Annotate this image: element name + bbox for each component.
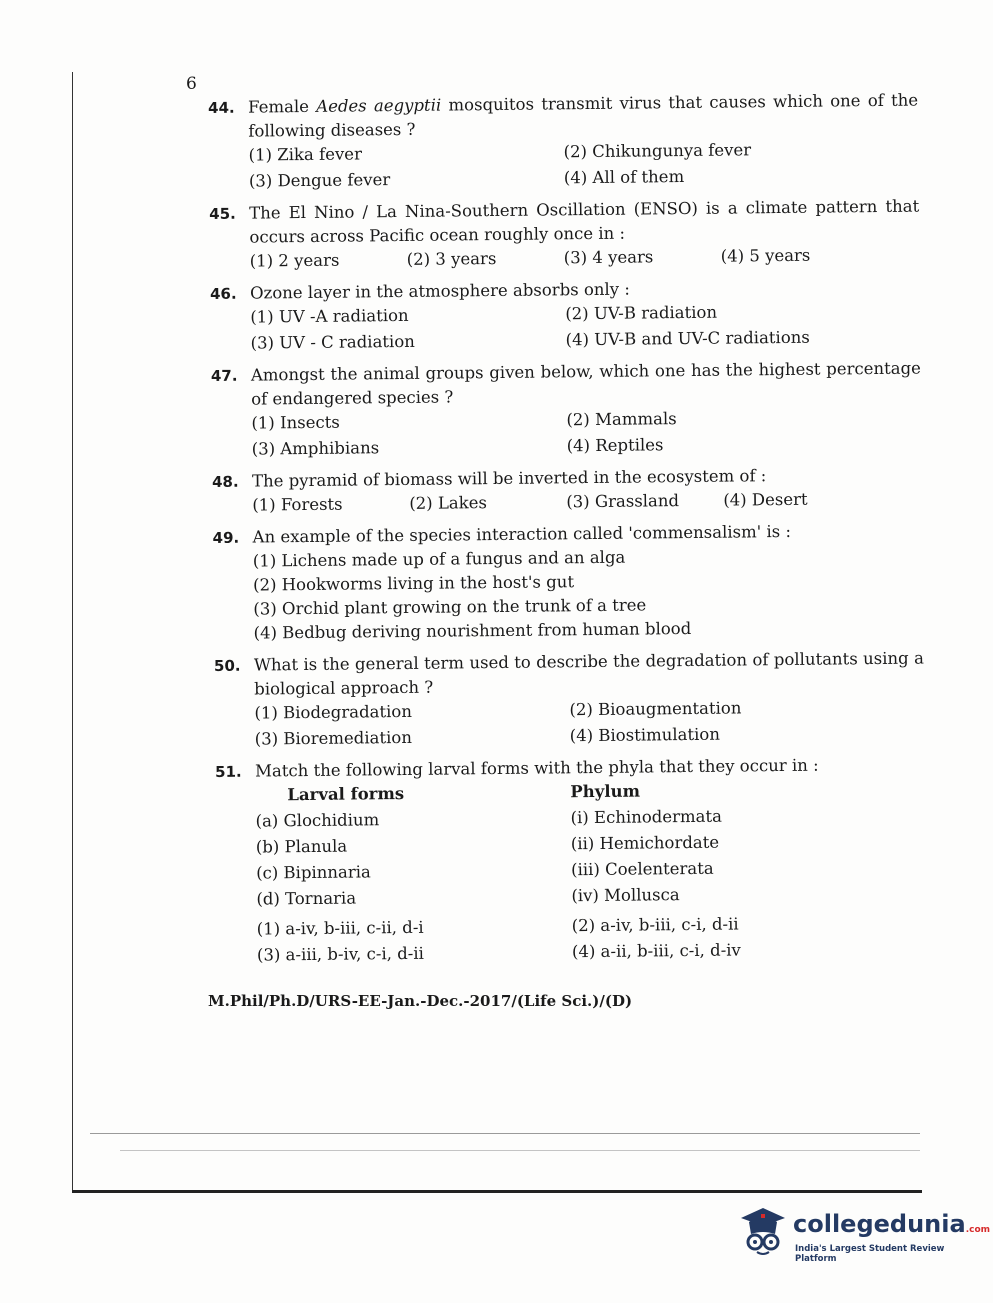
option: (1) a-iv, b-iii, c-ii, d-i xyxy=(256,917,424,939)
option: (1) Lichens made up of a fungus and an alga xyxy=(252,547,626,571)
larval-form-item: (a) Glochidium xyxy=(255,810,380,831)
options xyxy=(250,299,920,356)
divider-line xyxy=(90,1133,920,1134)
question-text: What is the general term used to describe the degradation of pollutants using a biological approach ? xyxy=(253,648,925,699)
option: (2) 3 years xyxy=(406,248,497,269)
logo-wordmark: collegedunia.com xyxy=(793,1210,991,1238)
option: (3) Bioremediation xyxy=(254,727,412,749)
option: (1) Biodegradation xyxy=(254,701,412,723)
option: (4) a-ii, b-iii, c-i, d-iv xyxy=(571,940,741,962)
page-bottom-edge xyxy=(72,1190,922,1193)
option: (2) Hookworms living in the host's gut xyxy=(253,572,575,595)
graduate-icon xyxy=(735,1204,791,1260)
phylum-item: (i) Echinodermata xyxy=(570,806,722,828)
options xyxy=(251,405,921,462)
option: (2) Chikungunya fever xyxy=(563,140,752,162)
collegedunia-logo[interactable] xyxy=(735,1204,991,1264)
question-text: Female Aedes aegyptii mosquitos transmit virus that causes which one of the following diseases ? xyxy=(248,90,919,141)
question-51 xyxy=(215,753,927,968)
phylum-item: (iv) Mollusca xyxy=(571,885,680,906)
option: (3) Amphibians xyxy=(251,438,380,459)
option: (3) Dengue fever xyxy=(248,170,391,191)
option: (4) Bedbug deriving nourishment from human blood xyxy=(253,618,692,643)
options xyxy=(249,137,919,194)
option: (3) Grassland xyxy=(566,491,680,512)
question-text: An example of the species interaction called 'commensalism' is : xyxy=(252,521,792,547)
option: (1) UV -A radiation xyxy=(250,305,409,327)
option: (2) UV-B radiation xyxy=(565,302,718,324)
option: (4) UV-B and UV-C radiations xyxy=(565,327,810,350)
question-text: Ozone layer in the atmosphere absorbs only : xyxy=(249,279,630,303)
options xyxy=(254,695,924,752)
option: (1) Zika fever xyxy=(248,144,363,165)
paper-code-footer: M.Phil/Ph.D/URS-EE-Jan.-Dec.-2017/(Life Sci.)/(D) xyxy=(208,992,633,1010)
option: (4) Reptiles xyxy=(566,435,664,456)
question-number: 46. xyxy=(209,284,237,303)
options xyxy=(257,911,927,968)
option: (4) Desert xyxy=(723,489,808,510)
options xyxy=(253,543,924,646)
question-50 xyxy=(214,647,925,752)
question-text: The El Nino / La Nina-Southern Oscillation (ENSO) is a climate pattern that occurs across Pacific ocean roughly once in : xyxy=(249,196,920,247)
question-45 xyxy=(209,195,920,274)
question-text: Amongst the animal groups given below, which one has the highest percentage of endangered species ? xyxy=(250,358,921,409)
option: (4) All of them xyxy=(563,167,685,188)
question-48 xyxy=(212,463,922,518)
logo-tagline: India's Largest Student Review Platform xyxy=(795,1244,945,1264)
option: (4) 5 years xyxy=(720,245,811,266)
question-49 xyxy=(213,519,924,646)
question-list xyxy=(208,89,927,976)
option: (1) Insects xyxy=(251,412,340,433)
option: (3) a-iii, b-iv, c-i, d-ii xyxy=(256,943,424,965)
question-number: 47. xyxy=(210,366,238,385)
option: (3) UV - C radiation xyxy=(250,331,415,353)
phylum-item: (ii) Hemichordate xyxy=(570,832,720,854)
option: (2) a-iv, b-iii, c-i, d-ii xyxy=(571,914,739,936)
larval-form-item: (c) Bipinnaria xyxy=(256,862,371,883)
question-number: 48. xyxy=(211,472,239,491)
page-number: 6 xyxy=(186,74,197,94)
phylum-item: (iii) Coelenterata xyxy=(571,858,714,880)
larval-form-item: (b) Planula xyxy=(255,836,348,857)
option: (3) 4 years xyxy=(563,247,654,268)
question-text: Match the following larval forms with the phyla that they occur in : xyxy=(254,755,819,781)
question-47 xyxy=(211,357,922,462)
option: (3) Orchid plant growing on the trunk of a tree xyxy=(253,595,647,619)
option: (2) Lakes xyxy=(409,493,488,513)
column-header-phylum: Phylum xyxy=(570,781,641,802)
match-table xyxy=(255,777,926,912)
option: (1) 2 years xyxy=(249,250,340,271)
question-number: 45. xyxy=(209,204,236,223)
option: (4) Biostimulation xyxy=(569,724,720,746)
question-text: The pyramid of biomass will be inverted in the ecosystem of : xyxy=(251,466,767,491)
option: (2) Mammals xyxy=(566,409,677,430)
larval-form-item: (d) Tornaria xyxy=(256,888,357,909)
option: (2) Bioaugmentation xyxy=(569,698,742,720)
column-header-larval-forms: Larval forms xyxy=(287,783,405,805)
question-number: 44. xyxy=(208,98,235,117)
divider-line xyxy=(120,1150,920,1151)
page-left-edge xyxy=(72,72,73,1192)
question-number: 50. xyxy=(213,656,241,675)
question-46 xyxy=(210,275,921,356)
question-number: 51. xyxy=(214,762,242,781)
question-44 xyxy=(208,89,919,194)
question-number: 49. xyxy=(212,528,240,547)
option: (1) Forests xyxy=(252,494,343,515)
